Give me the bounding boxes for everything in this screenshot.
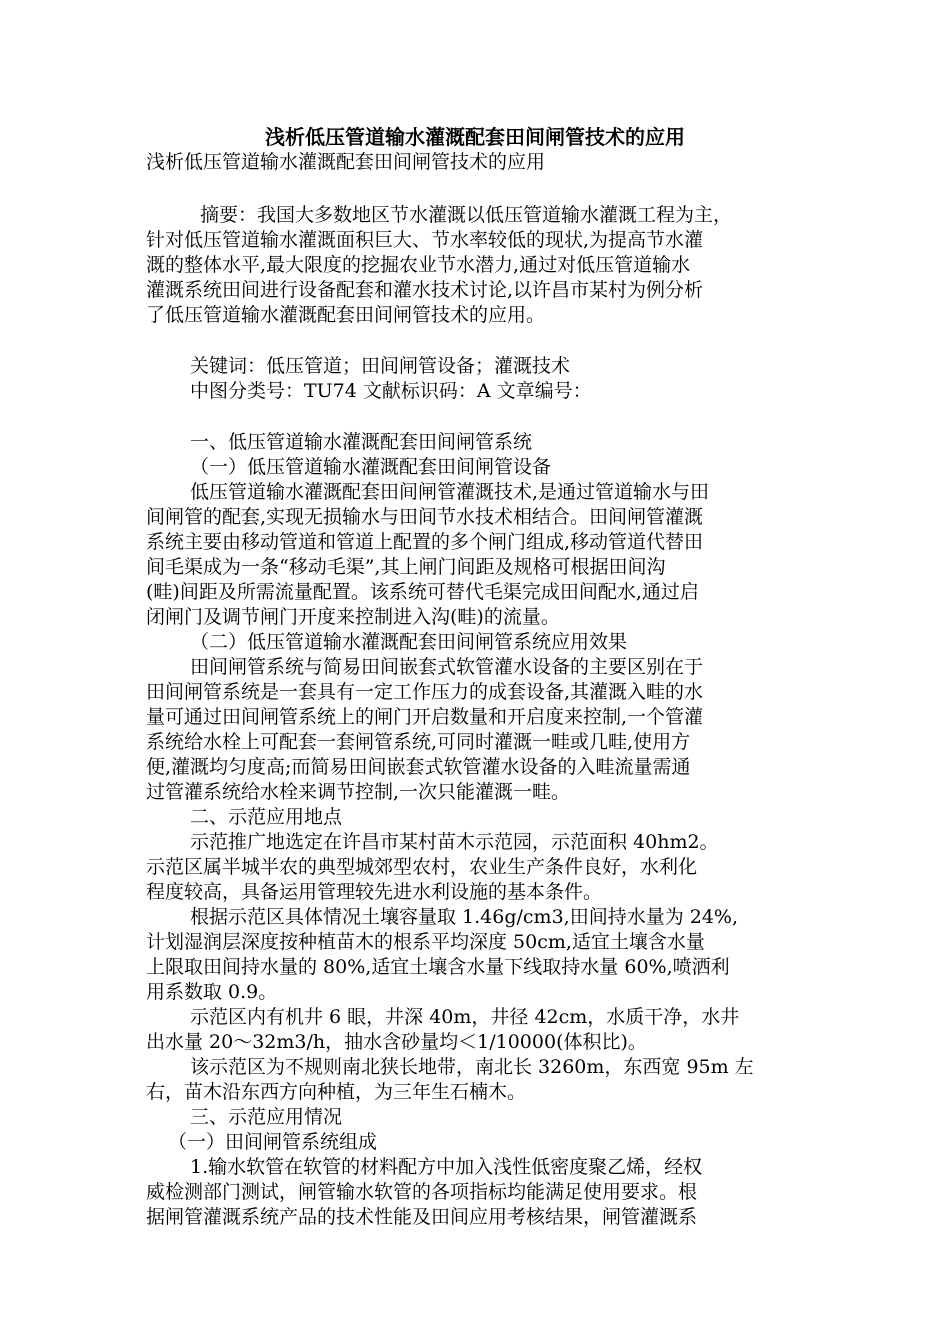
abstract-line: 摘要：我国大多数地区节水灌溉以低压管道输水灌溉工程为主， bbox=[200, 204, 733, 226]
body-line: 便,灌溉均匀度高;而简易田间嵌套式软管灌水设备的入畦流量需通 bbox=[146, 756, 691, 778]
body-line: 该示范区为不规则南北狭长地带，南北长 3260m，东西宽 95m 左 bbox=[190, 1056, 754, 1078]
abstract-line: 溉的整体水平,最大限度的挖掘农业节水潜力,通过对低压管道输水 bbox=[146, 254, 691, 276]
body-line: 根据示范区具体情况土壤容量取 1.46g/cm3,田间持水量为 24%, bbox=[190, 906, 739, 928]
body-line: 示范推广地选定在许昌市某村苗木示范园，示范面积 40hm2。 bbox=[190, 831, 719, 853]
abstract-line: 灌溉系统田间进行设备配套和灌水技术讨论,以许昌市某村为例分析 bbox=[146, 279, 704, 301]
document-title: 浅析低压管道输水灌溉配套田间闸管技术的应用 bbox=[265, 125, 685, 149]
body-line: 量可通过田间闸管系统上的闸门开启数量和开启度来控制,一个管灌 bbox=[146, 706, 704, 728]
body-line: 据闸管灌溉系统产品的技术性能及田间应用考核结果，闸管灌溉系 bbox=[146, 1206, 698, 1228]
body-line: 上限取田间持水量的 80%,适宜土壤含水量下线取持水量 60%,喷洒利 bbox=[146, 956, 730, 978]
body-line: 间闸管的配套,实现无损输水与田间节水技术相结合。田间闸管灌溉 bbox=[146, 506, 704, 528]
subsection-heading: （一）低压管道输水灌溉配套田间闸管设备 bbox=[190, 456, 552, 478]
subsection-heading: （一）田间闸管系统组成 bbox=[168, 1131, 378, 1153]
body-line: 闭闸门及调节闸门开度来控制进入沟(畦)的流量。 bbox=[146, 606, 560, 628]
body-line: 田间闸管系统是一套具有一定工作压力的成套设备,其灌溉入畦的水 bbox=[146, 681, 704, 703]
body-line: 用系数取 0.9。 bbox=[146, 981, 278, 1003]
body-line: 1.输水软管在软管的材料配方中加入浅性低密度聚乙烯，经权 bbox=[190, 1156, 703, 1178]
section-heading: 三、示范应用情况 bbox=[190, 1106, 343, 1128]
body-line: (畦)间距及所需流量配置。该系统可替代毛渠完成田间配水,通过启 bbox=[146, 581, 699, 603]
body-line: 示范区内有机井 6 眼，井深 40m，井径 42cm，水质干净，水井 bbox=[190, 1006, 740, 1028]
body-line: 示范区属半城半农的典型城郊型农村，农业生产条件良好，水利化 bbox=[146, 856, 698, 878]
section-heading: 二、示范应用地点 bbox=[190, 806, 343, 828]
keywords-line: 关键词：低压管道；田间闸管设备；灌溉技术 bbox=[190, 355, 571, 377]
body-line: 过管灌系统给水栓来调节控制,一次只能灌溉一畦。 bbox=[146, 781, 571, 803]
classification-line: 中图分类号：TU74 文献标识码：A 文章编号： bbox=[190, 380, 592, 402]
body-line: 系统主要由移动管道和管道上配置的多个闸门组成,移动管道代替田 bbox=[146, 531, 704, 553]
body-line: 田间闸管系统与简易田间嵌套式软管灌水设备的主要区别在于 bbox=[190, 656, 704, 678]
abstract-line: 了低压管道输水灌溉配套田间闸管技术的应用。 bbox=[146, 304, 546, 326]
body-line: 威检测部门测试，闸管输水软管的各项指标均能满足使用要求。根 bbox=[146, 1181, 698, 1203]
body-line: 出水量 20～32m3/h，抽水含砂量均＜1/10000(体积比)。 bbox=[146, 1031, 647, 1053]
body-line: 系统给水栓上可配套一套闸管系统,可同时灌溉一畦或几畦,使用方 bbox=[146, 731, 691, 753]
body-line: 计划湿润层深度按种植苗木的根系平均深度 50cm,适宜土壤含水量 bbox=[146, 931, 705, 953]
subtitle-line: 浅析低压管道输水灌溉配套田间闸管技术的应用 bbox=[146, 151, 546, 173]
body-line: 右，苗木沿东西方向种植，为三年生石楠木。 bbox=[146, 1081, 527, 1103]
body-line: 间毛渠成为一条“移动毛渠”,其上闸门间距及规格可根据田间沟 bbox=[146, 556, 666, 578]
subsection-heading: （二）低压管道输水灌溉配套田间闸管系统应用效果 bbox=[190, 631, 628, 653]
body-line: 低压管道输水灌溉配套田间闸管灌溉技术,是通过管道输水与田 bbox=[190, 481, 710, 503]
body-line: 程度较高，具备运用管理较先进水利设施的基本条件。 bbox=[146, 881, 603, 903]
section-heading: 一、低压管道输水灌溉配套田间闸管系统 bbox=[190, 431, 533, 453]
abstract-line: 针对低压管道输水灌溉面积巨大、节水率较低的现状,为提高节水灌 bbox=[146, 229, 704, 251]
